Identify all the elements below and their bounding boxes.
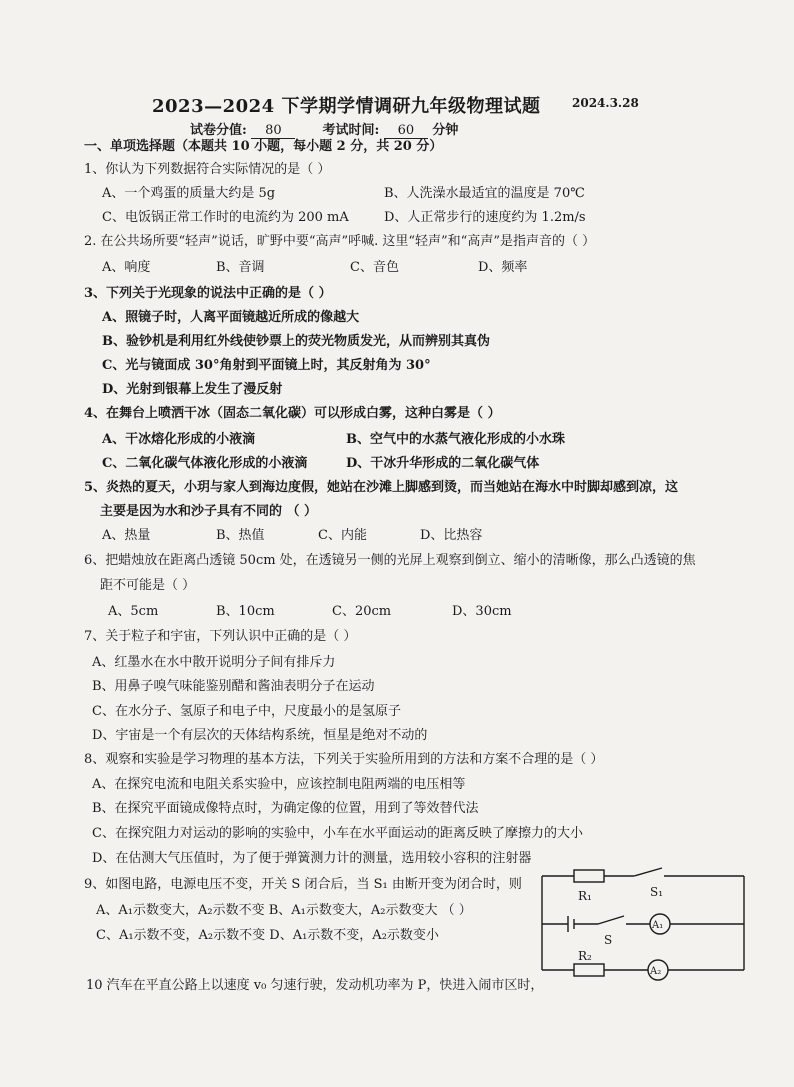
time-unit: 分钟 xyxy=(432,123,459,138)
question-line-q5c: C、内能 xyxy=(318,528,367,543)
resistor-r2 xyxy=(574,964,604,976)
question-line-q9cd: C、A₁示数不变，A₂示数不变 D、A₁示数不变，A₂示数变小 xyxy=(96,928,439,943)
question-line-q6bb: B、10cm xyxy=(216,604,275,619)
question-line-q5b: 主要是因为水和沙子具有不同的 （ ） xyxy=(100,504,318,519)
question-line-q5bb: B、热值 xyxy=(216,528,265,543)
resistor-r1 xyxy=(574,870,604,882)
question-line-q5d: D、比热容 xyxy=(420,528,483,543)
question-line-q2d: D、频率 xyxy=(478,260,528,275)
question-line-q8: 8、观察和实验是学习物理的基本方法，下列关于实验所用到的方法和方案不合理的是（ ） xyxy=(84,752,604,767)
question-line-q9: 9、如图电路，电源电压不变，开关 S 闭合后，当 S₁ 由断开变为闭合时，则 xyxy=(84,877,522,892)
score-label: 试卷分值: xyxy=(190,123,247,138)
question-line-q8d: D、在估测大气压值时，为了便于弹簧测力计的测量，选用较小容积的注射器 xyxy=(92,851,532,866)
switch-s xyxy=(598,916,624,924)
question-line-q6: 6、把蜡烛放在距离凸透镜 50cm 处，在透镜另一侧的光屏上观察到倒立、缩小的清晰像，那么凸透镜的焦 xyxy=(84,553,696,568)
question-line-q8c: C、在探究阻力对运动的影响的实验中，小车在水平面运动的距离反映了摩擦力的大小 xyxy=(92,826,583,841)
question-line-q1: 1、你认为下列数据符合实际情况的是（ ） xyxy=(84,162,331,177)
section-heading: 一、单项选择题（本题共 10 小题，每小题 2 分，共 20 分） xyxy=(84,139,443,154)
label-r2: R₂ xyxy=(578,949,592,963)
question-line-q4b: B、空气中的水蒸气液化形成的小水珠 xyxy=(346,432,565,447)
exam-date: 2024.3.28 xyxy=(572,96,639,110)
question-line-q6d: D、30cm xyxy=(452,604,512,619)
exam-meta xyxy=(190,119,458,139)
question-line-q7a: A、红墨水在水中散开说明分子间有排斥力 xyxy=(92,655,336,670)
question-line-q8a: A、在探究电流和电阻关系实验中，应该控制电阻两端的电压相等 xyxy=(92,777,466,792)
question-line-q4: 4、在舞台上喷洒干冰（固态二氧化碳）可以形成白雾，这种白雾是（ ） xyxy=(84,406,501,421)
question-line-q2: 2. 在公共场所要“轻声”说话，旷野中要“高声”呼喊. 这里“轻声”和“高声”是指声音的（ ） xyxy=(84,234,596,249)
question-line-q3d: D、光射到银幕上发生了漫反射 xyxy=(102,382,283,397)
question-line-q3a: A、照镜子时，人离平面镜越近所成的像越大 xyxy=(102,310,360,325)
question-line-q6a: A、5cm xyxy=(108,604,159,619)
question-line-q6c: C、20cm xyxy=(332,604,392,619)
time-value: 60 xyxy=(384,123,428,139)
question-line-q2b: B、音调 xyxy=(216,260,265,275)
question-line-q3: 3、下列关于光现象的说法中正确的是（ ） xyxy=(84,286,332,301)
exam-title: 2023—2024 下学期学情调研九年级物理试题 xyxy=(152,96,541,117)
label-r1: R₁ xyxy=(578,889,592,903)
label-s: S xyxy=(604,933,613,947)
question-line-q6b: 距不可能是（ ） xyxy=(100,578,196,593)
score-value: 80 xyxy=(251,123,295,139)
question-line-q4a: A、干冰熔化形成的小液滴 xyxy=(102,432,256,447)
question-line-q1c: C、电饭锅正常工作时的电流约为 200 mA xyxy=(102,210,349,225)
question-line-q3c: C、光与镜面成 30°角射到平面镜上时，其反射角为 30° xyxy=(102,358,431,373)
question-line-q1d: D、人正常步行的速度约为 1.2m/s xyxy=(384,210,586,225)
label-s1: S₁ xyxy=(650,885,664,899)
question-line-q4c: C、二氧化碳气体液化形成的小液滴 xyxy=(102,456,308,471)
question-line-q9ab: A、A₁示数变大，A₂示数不变 B、A₁示数变大，A₂示数变大 （ ） xyxy=(96,903,472,918)
question-line-q8b: B、在探究平面镜成像特点时，为确定像的位置，用到了等效替代法 xyxy=(92,801,479,816)
label-a1: A₁ xyxy=(652,920,664,931)
question-line-q5: 5、炎热的夏天，小玥与家人到海边度假，她站在沙滩上脚感到烫，而当她站在海水中时脚却感到凉，这 xyxy=(84,480,679,495)
switch-s1 xyxy=(634,868,662,876)
question-line-q5a: A、热量 xyxy=(102,528,151,543)
question-line-q2c: C、音色 xyxy=(350,260,399,275)
question-line-q7d: D、宇宙是一个有层次的天体结构系统，恒星是绝对不动的 xyxy=(92,728,428,743)
question-line-q4d: D、干冰升华形成的二氧化碳气体 xyxy=(346,456,540,471)
label-a2: A₂ xyxy=(650,966,662,977)
question-line-q1b: B、人洗澡水最适宜的温度是 70℃ xyxy=(384,186,585,201)
question-line-q7b: B、用鼻子嗅气味能鉴别醋和酱油表明分子在运动 xyxy=(92,679,375,694)
question-line-q10: 10 汽车在平直公路上以速度 v₀ 匀速行驶，发动机功率为 P，快进入闹市区时， xyxy=(86,978,544,993)
question-line-q7c: C、在水分子、氢原子和电子中，尺度最小的是氢原子 xyxy=(92,704,401,719)
question-line-q1a: A、一个鸡蛋的质量大约是 5g xyxy=(102,186,276,201)
question-line-q2a: A、响度 xyxy=(102,260,151,275)
circuit-diagram xyxy=(538,862,750,992)
question-line-q7: 7、关于粒子和宇宙，下列认识中正确的是（ ） xyxy=(84,629,357,644)
time-label: 考试时间: xyxy=(322,123,380,138)
question-line-q3b: B、验钞机是利用红外线使钞票上的荧光物质发光，从而辨别其真伪 xyxy=(102,334,490,349)
